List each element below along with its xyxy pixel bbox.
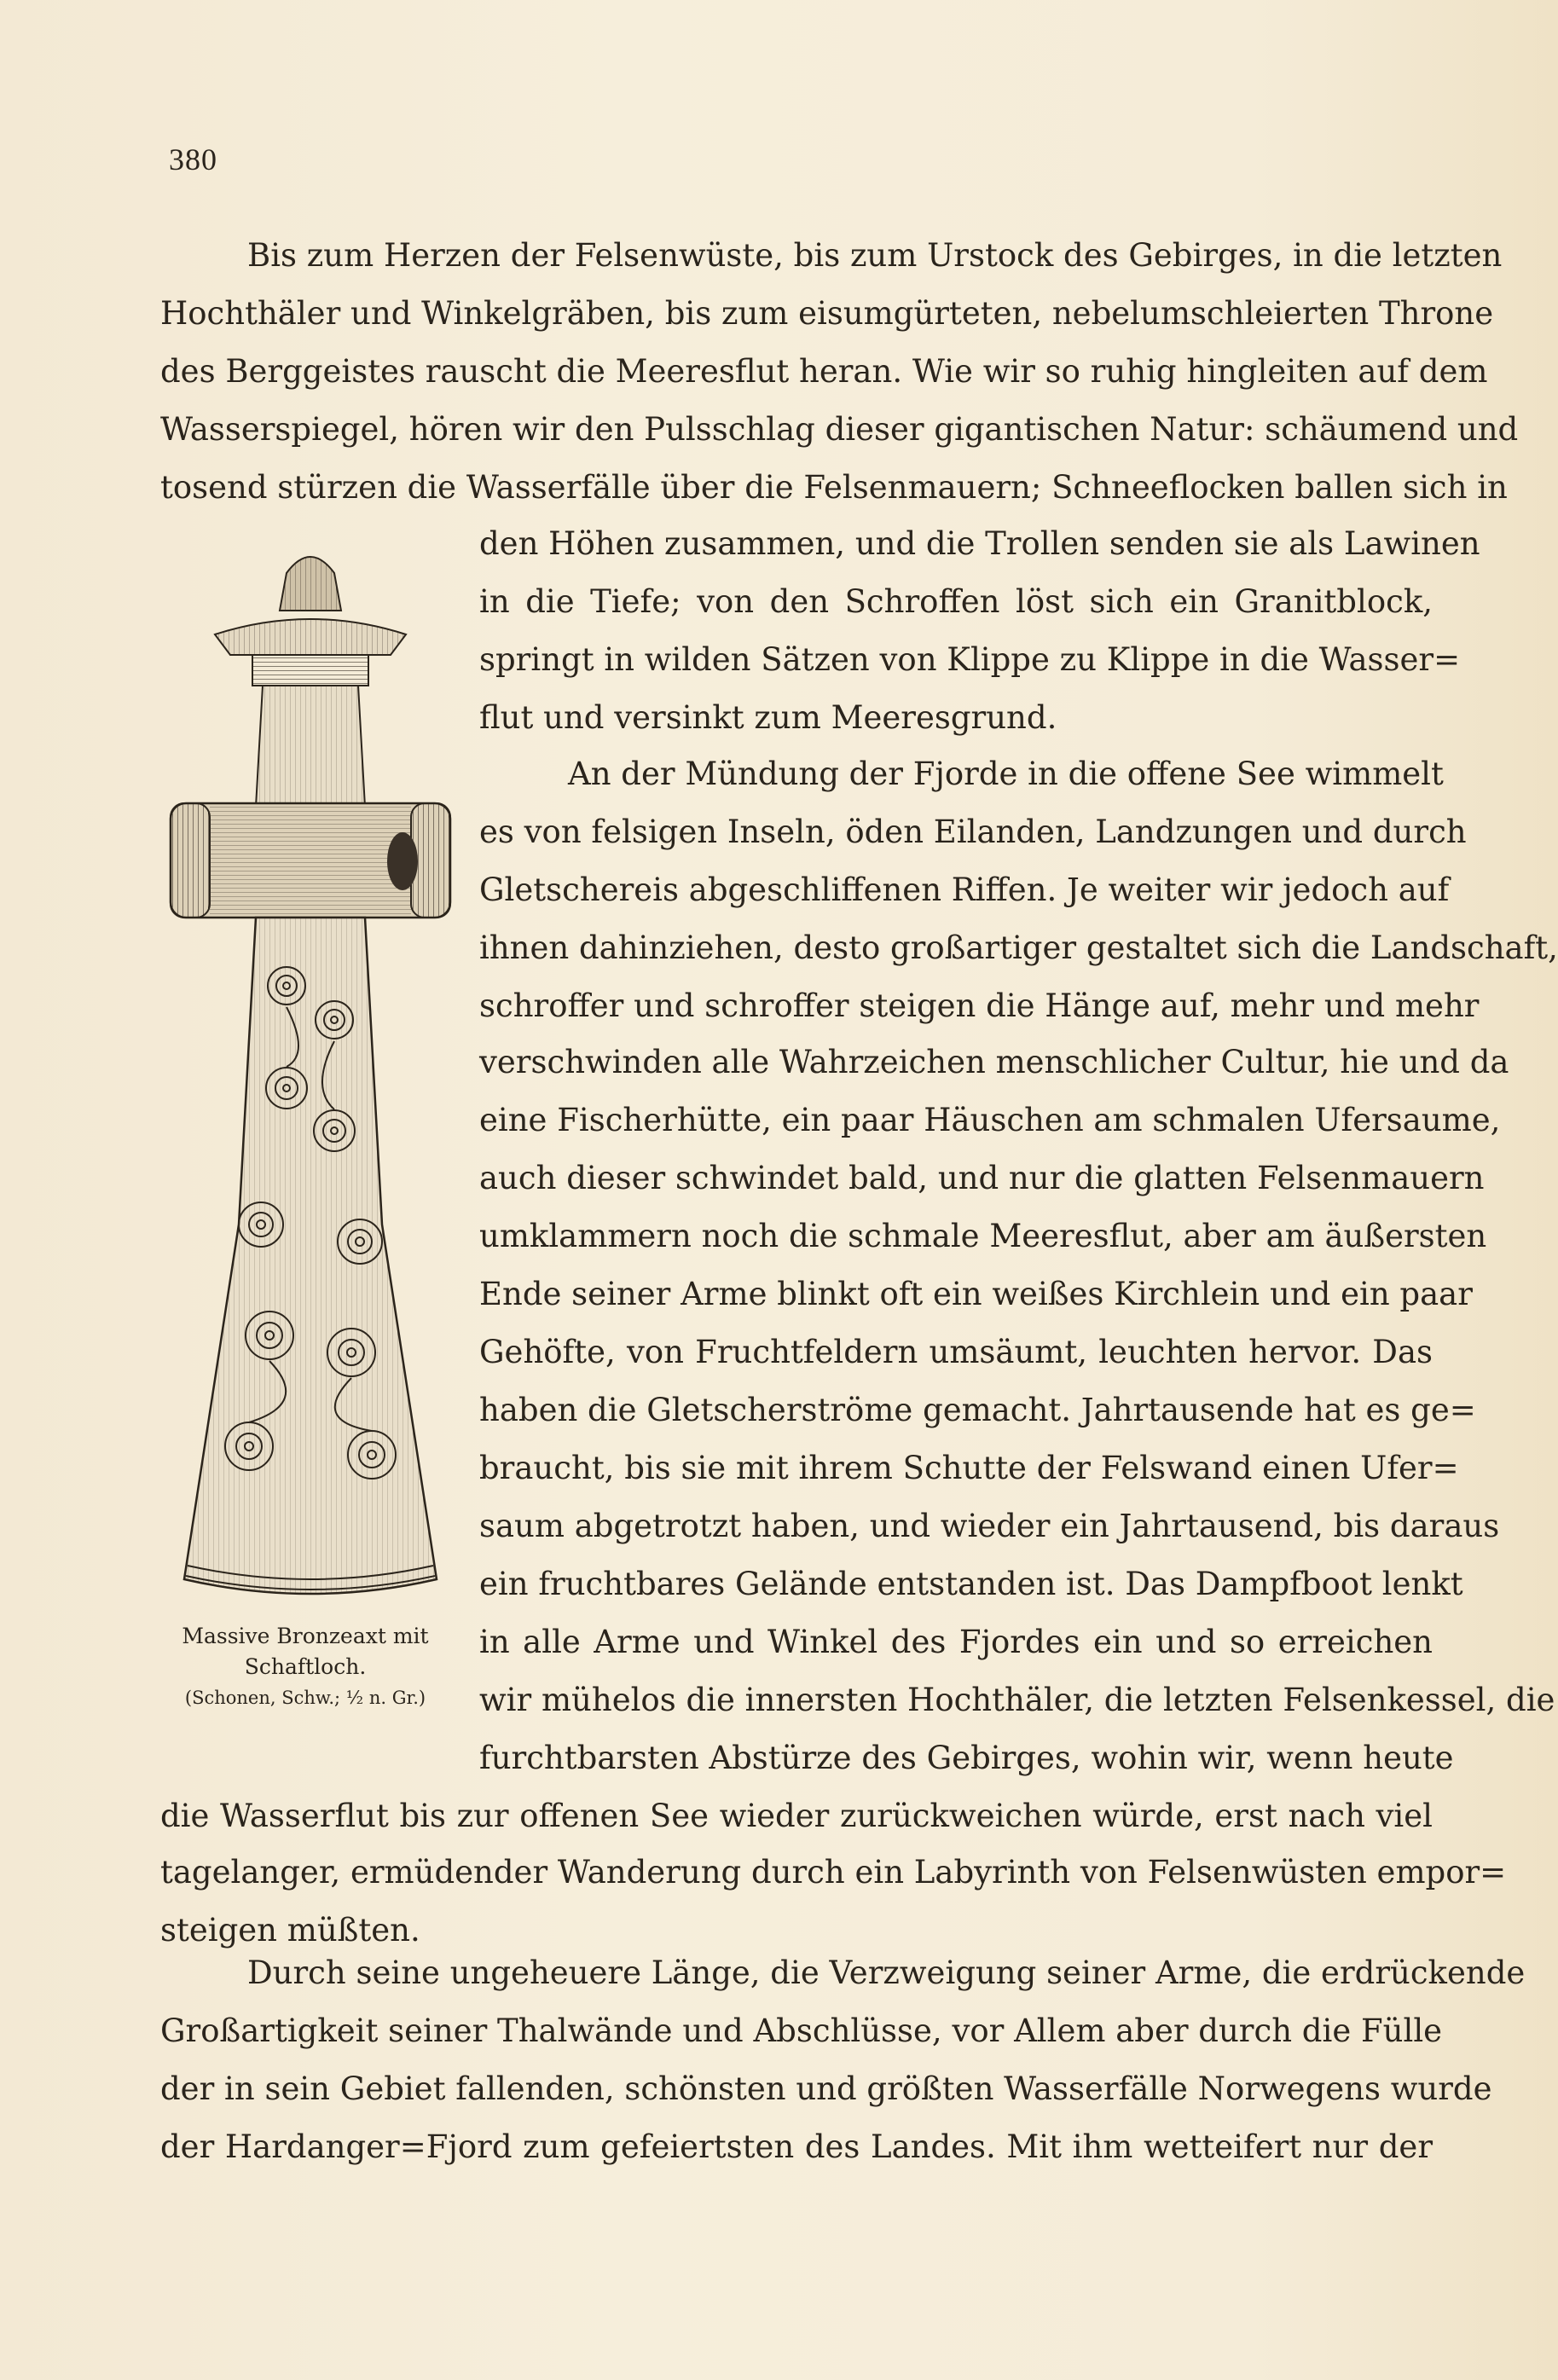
text-line: Bis zum Herzen der Felsenwüste, bis zum Urstock des Gebirges, in die letzten <box>247 237 1503 274</box>
text-line: schroffer und schroffer steigen die Hänge auf, mehr und mehr <box>479 987 1480 1024</box>
text-line: des Berggeistes rauscht die Meeresflut heran. Wie wir so ruhig hingleiten auf dem <box>160 353 1488 390</box>
text-line: steigen müßten. <box>160 1912 420 1949</box>
figure-caption: Schaftloch. <box>244 1654 367 1679</box>
text-line: Großartigkeit seiner Thalwände und Abschlüsse, vor Allem aber durch die Fülle <box>160 2012 1443 2049</box>
text-line: ein fruchtbares Gelände entstanden ist. Das Dampfboot lenkt <box>479 1566 1463 1602</box>
text-line: die Wasserflut bis zur offenen See wieder zurückweichen würde, erst nach viel <box>160 1798 1433 1834</box>
text-line: braucht, bis sie mit ihrem Schutte der Felswand einen Ufer= <box>479 1450 1459 1486</box>
text-line: wir mühelos die innersten Hochthäler, die letzten Felsenkessel, die <box>479 1682 1555 1718</box>
page-number: 380 <box>169 142 217 177</box>
text-line: der in sein Gebiet fallenden, schönsten und größten Wasserfälle Norwegens wurde <box>160 2070 1492 2107</box>
text-line: An der Mündung der Fjorde in die offene See wimmelt <box>568 756 1444 792</box>
text-line: Hochthäler und Winkelgräben, bis zum eisumgürteten, nebelumschleierten Throne <box>160 295 1494 332</box>
text-line: verschwinden alle Wahrzeichen menschlicher Cultur, hie und da <box>479 1044 1509 1080</box>
text-line: haben die Gletscherströme gemacht. Jahrtausende hat es ge= <box>479 1392 1476 1428</box>
text-line: tagelanger, ermüdender Wanderung durch ein Labyrinth von Felsenwüsten empor= <box>160 1854 1507 1891</box>
text-line: in alle Arme und Winkel des Fjordes ein und so erreichen <box>479 1624 1433 1660</box>
figure-caption-source: (Schonen, Schw.; ½ n. Gr.) <box>184 1688 426 1708</box>
text-line: der Hardanger=Fjord zum gefeiertsten des Landes. Mit ihm wetteifert nur der <box>160 2128 1433 2165</box>
figure-caption: Massive Bronzeaxt mit <box>182 1624 429 1648</box>
bronze-axe-illustration <box>167 542 454 1617</box>
text-line: flut und versinkt zum Meeresgrund. <box>479 699 1057 736</box>
text-line: es von felsigen Inseln, öden Eilanden, Landzungen und durch <box>479 814 1467 850</box>
text-line: saum abgetrotzt haben, und wieder ein Jahrtausend, bis daraus <box>479 1508 1500 1544</box>
text-line: eine Fischerhütte, ein paar Häuschen am schmalen Ufersaume, <box>479 1102 1501 1138</box>
text-line: ihnen dahinziehen, desto großartiger gestaltet sich die Landschaft, <box>479 929 1558 966</box>
text-line: Durch seine ungeheuere Länge, die Verzweigung seiner Arme, die erdrückende <box>247 1954 1526 1991</box>
text-line: Gehöfte, von Fruchtfeldern umsäumt, leuchten hervor. Das <box>479 1334 1433 1370</box>
text-line: auch dieser schwindet bald, und nur die glatten Felsenmauern <box>479 1160 1485 1196</box>
text-line: furchtbarsten Abstürze des Gebirges, wohin wir, wenn heute <box>479 1740 1454 1776</box>
text-line: den Höhen zusammen, und die Trollen senden sie als Lawinen <box>479 525 1480 562</box>
text-line: Gletschereis abgeschliffenen Riffen. Je weiter wir jedoch auf <box>479 872 1450 908</box>
text-line: umklammern noch die schmale Meeresflut, aber am äußersten <box>479 1218 1487 1254</box>
text-line: in die Tiefe; von den Schroffen löst sich ein Granitblock, <box>479 583 1433 620</box>
text-line: tosend stürzen die Wasserfälle über die Felsenmauern; Schneeflocken ballen sich in <box>160 469 1508 506</box>
text-line: Ende seiner Arme blinkt oft ein weißes Kirchlein und ein paar <box>479 1276 1473 1312</box>
text-line: Wasserspiegel, hören wir den Pulsschlag dieser gigantischen Natur: schäumend und <box>160 411 1519 448</box>
text-line: springt in wilden Sätzen von Klippe zu Klippe in die Wasser= <box>479 641 1461 678</box>
